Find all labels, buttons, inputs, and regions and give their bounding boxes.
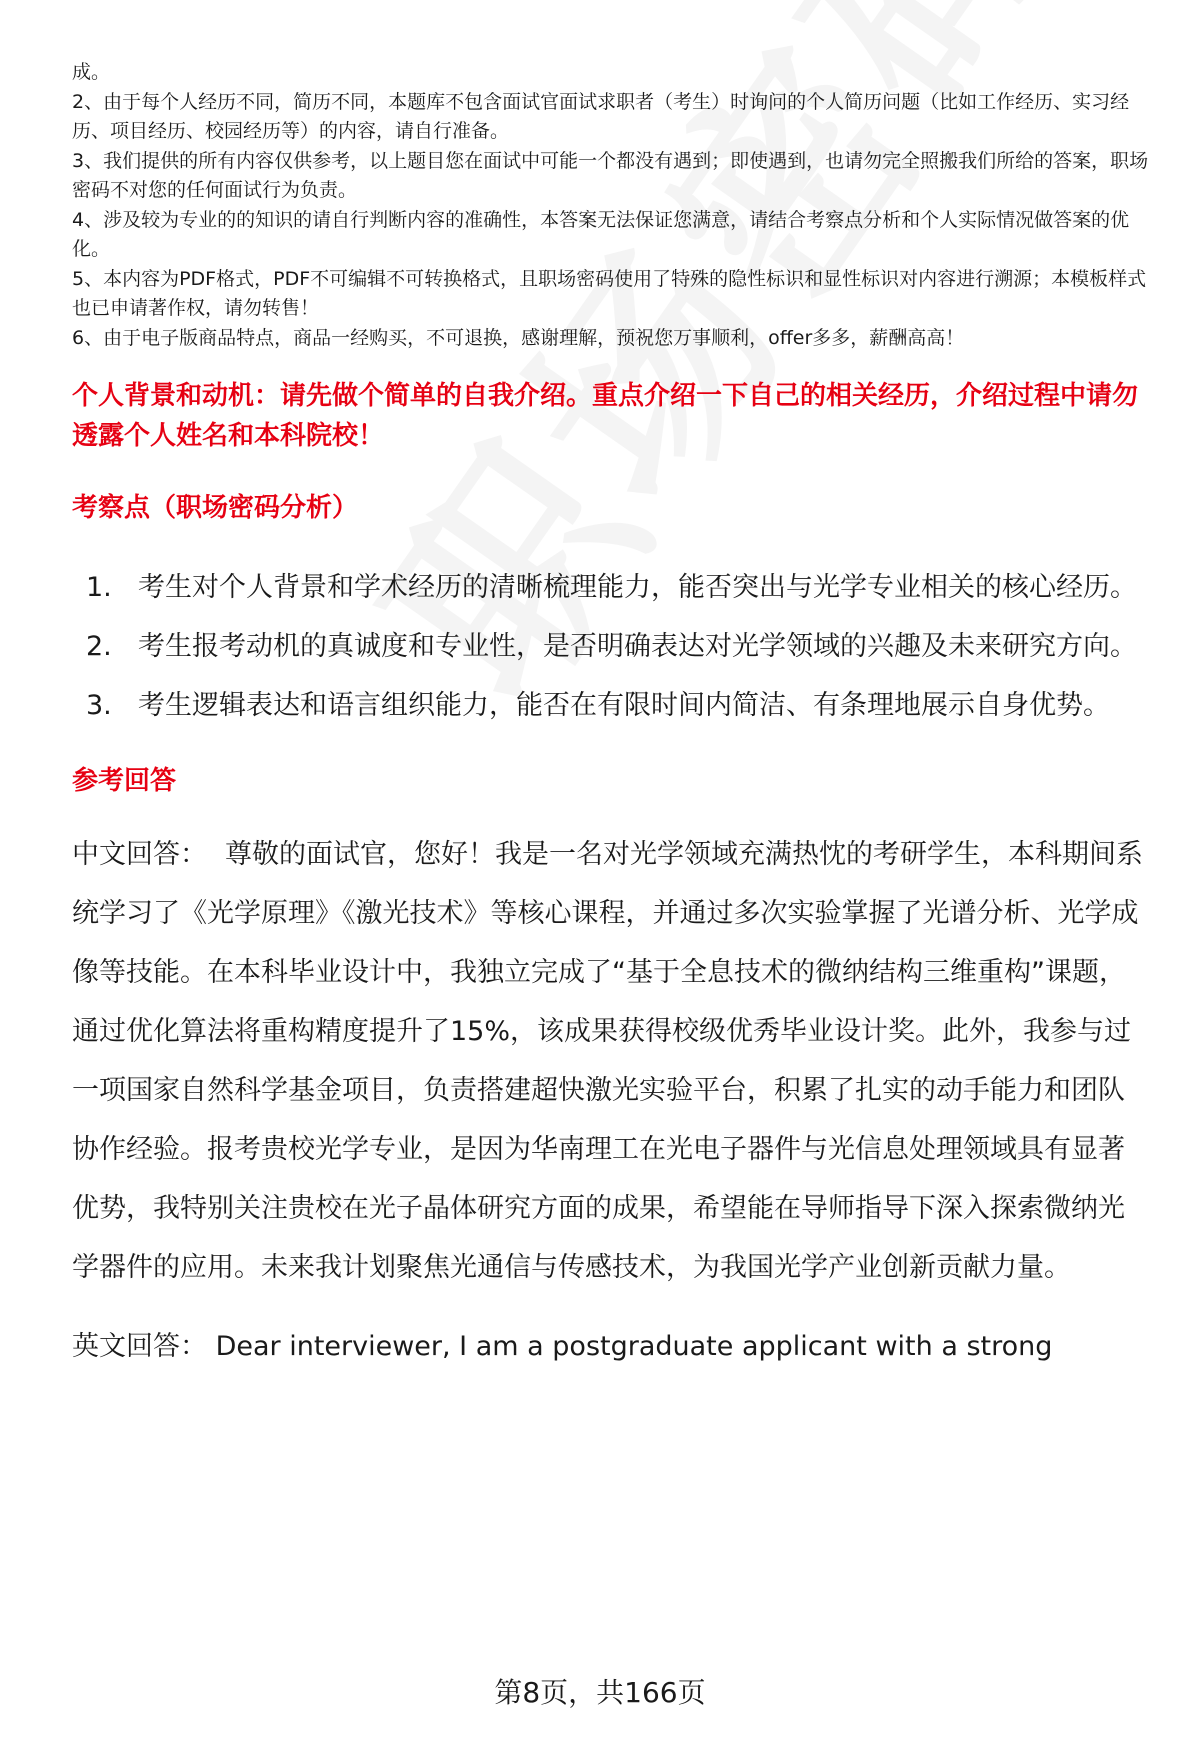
list-number: 2.: [86, 631, 112, 662]
page-footer: 第8页，共166页: [494, 1676, 706, 1709]
list-text: 考生对个人背景和学术经历的清晰梳理能力，能否突出与光学专业相关的核心经历。: [138, 572, 1137, 603]
note-line: 2、由于每个人经历不同，简历不同，本题库不包含面试官面试求职者（考生）时询问的个人简历问题（比如工作经历、实习经历、项目经历、校园经历等）的内容，请自行准备。: [72, 90, 1130, 142]
note-line: 5、本内容为PDF格式，PDF不可编辑不可转换格式，且职场密码使用了特殊的隐性标识和显性标识对内容进行溯源；本模板样式也已申请著作权，请勿转售！: [72, 267, 1147, 319]
page-content: [72, 58, 1157, 1376]
list-text: 考生报考动机的真诚度和专业性，是否明确表达对光学领域的兴趣及未来研究方向。: [138, 631, 1137, 662]
exam-points-list: [72, 558, 1157, 735]
notes-block: [72, 58, 1157, 353]
note-line: 3、我们提供的所有内容仅供参考，以上题目您在面试中可能一个都没有遇到；即使遇到，也请勿完全照搬我们所给的答案，职场密码不对您的任何面试行为负责。: [72, 149, 1149, 201]
exam-points-title: 考察点（职场密码分析）: [72, 493, 359, 523]
answer-chinese: [72, 825, 1157, 1297]
list-number: 3.: [86, 690, 112, 721]
answer-english: [72, 1317, 1157, 1376]
answer-chinese-text: 尊敬的面试官，您好！我是一名对光学领域充满热忱的考研学生，本科期间系统学习了《光学原理》《激光技术》等核心课程，并通过多次实验掌握了光谱分析、光学成像等技能。在本科毕业设计中，我独立完成了“基于全息技术的微纳结构三维重构”课题，通过优化算法将重构精度提升了15%，该成果获得校级优秀毕业设计奖。此外，我参与过一项国家自然科学基金项目，负责搭建超快激光实验平台，积累了扎实的动手能力和团队协作经验。报考贵校光学专业，是因为华南理工在光电子器件与光信息处理领域具有显著优势，我特别关注贵校在光子晶体研究方面的成果，希望能在导师指导下深入探索微纳光学器件的应用。未来我计划聚焦光通信与传感技术，为我国光学产业创新贡献力量。: [72, 839, 1143, 1283]
reference-answer-title: 参考回答: [72, 766, 177, 796]
note-line: 4、涉及较为专业的的知识的请自行判断内容的准确性，本答案无法保证您满意，请结合考察点分析和个人实际情况做答案的优化。: [72, 208, 1130, 260]
note-line: 成。: [72, 61, 111, 83]
list-number: 1.: [86, 572, 112, 603]
answer-english-text: Dear interviewer, I am a postgraduate applicant with a strong: [215, 1331, 1053, 1362]
list-text: 考生逻辑表达和语言组织能力，能否在有限时间内简洁、有条理地展示自身优势。: [138, 690, 1110, 721]
answer-english-label: 英文回答：: [72, 1331, 207, 1362]
answer-chinese-label: 中文回答：: [72, 839, 207, 870]
list-item: [72, 558, 1157, 617]
note-line: 6、由于电子版商品特点，商品一经购买，不可退换，感谢理解，预祝您万事顺利，offer多多，薪酬高高！: [72, 326, 965, 349]
question-heading: 个人背景和动机：请先做个简单的自我介绍。重点介绍一下自己的相关经历，介绍过程中请勿透露个人姓名和本科院校！: [72, 381, 1139, 451]
list-item: [72, 617, 1157, 676]
list-item: [72, 676, 1157, 735]
